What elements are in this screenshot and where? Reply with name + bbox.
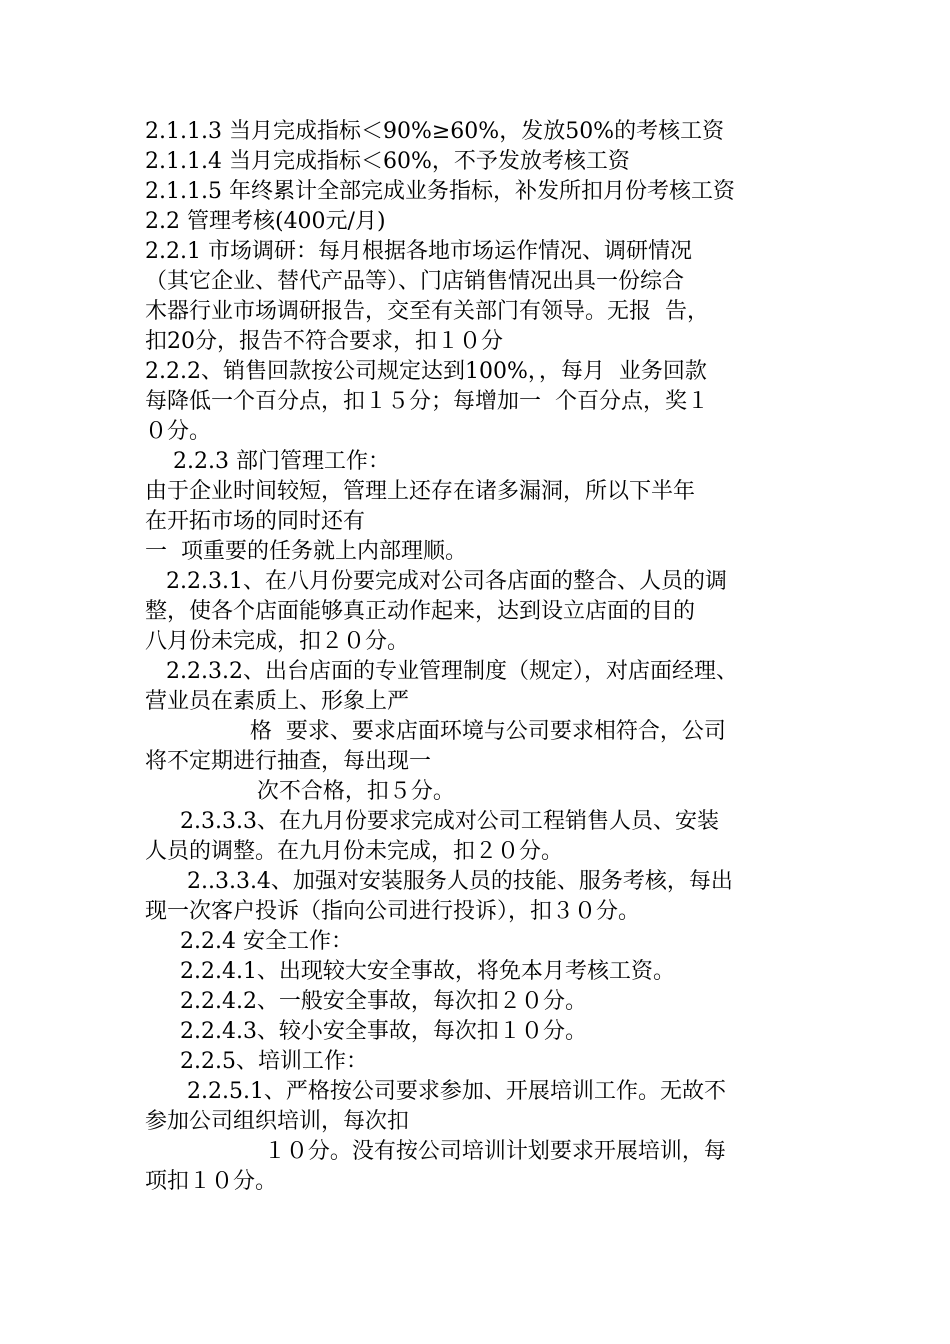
text-line: 2.2.5.1、严格按公司要求参加、开展培训工作。无故不	[145, 1079, 726, 1104]
text-line: 参加公司组织培训，每次扣	[145, 1109, 410, 1134]
section-heading: 2.2.3 部门管理工作：	[145, 449, 390, 474]
text-line: 一 项重要的任务就上内部理顺。	[145, 539, 467, 564]
text-line: 项扣１０分。	[145, 1169, 278, 1194]
text-line: 2.2.4.2、一般安全事故，每次扣２０分。	[145, 989, 587, 1014]
text-line: 在开拓市场的同时还有	[145, 509, 366, 534]
text-line: 现一次客户投诉（指向公司进行投诉），扣３０分。	[145, 899, 641, 924]
text-line: 2.2.1 市场调研：每月根据各地市场运作情况、调研情况	[145, 239, 692, 264]
text-line: 2.2.3.2、出台店面的专业管理制度（规定），对店面经理、	[145, 659, 738, 684]
section-heading: 2.2.4 安全工作：	[145, 929, 353, 954]
text-line: 扣20分，报告不符合要求，扣１０分	[145, 329, 503, 354]
text-line: 2.3.3.3、在九月份要求完成对公司工程销售人员、安装	[145, 809, 719, 834]
text-line: 次不合格，扣５分。	[145, 779, 455, 804]
section-heading: 2.2.5、培训工作：	[145, 1049, 368, 1074]
document-body	[145, 117, 813, 1197]
text-line: ０分。	[145, 419, 212, 444]
text-line: 由于企业时间较短，管理上还存在诸多漏洞，所以下半年	[145, 479, 696, 504]
text-line: 2.2.4.1、出现较大安全事故，将免本月考核工资。	[145, 959, 675, 984]
text-line: 2.2.3.1、在八月份要完成对公司各店面的整合、人员的调	[145, 569, 727, 594]
text-line: 2.1.1.4 当月完成指标＜60%，不予发放考核工资	[145, 149, 630, 174]
text-line: （其它企业、替代产品等）、门店销售情况出具一份综合	[145, 269, 685, 294]
text-line: 营业员在素质上、形象上严	[145, 689, 410, 714]
section-heading: 2.2 管理考核(400元/月)	[145, 209, 386, 234]
text-line: 将不定期进行抽查，每出现一	[145, 749, 432, 774]
text-line: 2.1.1.5 年终累计全部完成业务指标，补发所扣月份考核工资	[145, 179, 735, 204]
text-line: 2..3.3.4、加强对安装服务人员的技能、服务考核，每出	[145, 869, 733, 894]
text-line: 2.2.2、销售回款按公司规定达到100%，，每月 业务回款	[145, 359, 707, 384]
text-line: 格 要求、要求店面环境与公司要求相符合，公司	[145, 719, 726, 744]
text-line: 人员的调整。在九月份未完成，扣２０分。	[145, 839, 564, 864]
text-line: 木器行业市场调研报告，交至有关部门有领导。无报 告，	[145, 299, 709, 324]
text-line: 每降低一个百分点，扣１５分；每增加一 个百分点，奖１	[145, 389, 709, 414]
text-line: 整，使各个店面能够真正动作起来，达到设立店面的目的	[145, 599, 696, 624]
text-line: 八月份未完成，扣２０分。	[145, 629, 410, 654]
text-line: 2.1.1.3 当月完成指标＜90%≥60%，发放50%的考核工资	[145, 119, 725, 144]
text-line: １０分。没有按公司培训计划要求开展培训，每	[145, 1139, 726, 1164]
text-line: 2.2.4.3、较小安全事故，每次扣１０分。	[145, 1019, 587, 1044]
